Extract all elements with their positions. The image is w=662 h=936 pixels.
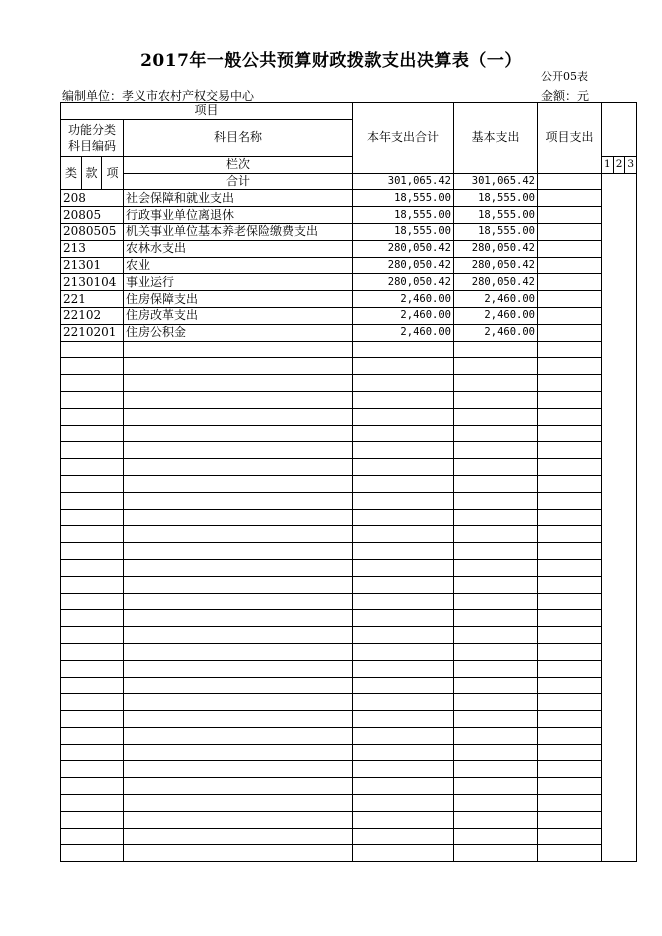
empty-cell — [353, 509, 454, 526]
currency-unit: 金额：元 — [540, 89, 589, 103]
empty-cell — [454, 845, 538, 862]
empty-row — [61, 576, 637, 593]
empty-cell — [353, 744, 454, 761]
empty-row — [61, 778, 637, 795]
empty-cell — [538, 475, 602, 492]
row-basic: 280,050.42 — [454, 240, 538, 257]
empty-cell — [353, 475, 454, 492]
empty-cell — [538, 576, 602, 593]
empty-row — [61, 475, 637, 492]
empty-cell — [353, 627, 454, 644]
empty-cell — [538, 727, 602, 744]
empty-cell — [61, 543, 124, 560]
empty-row — [61, 543, 637, 560]
empty-row — [61, 795, 637, 812]
empty-cell — [61, 459, 124, 476]
empty-cell — [124, 643, 353, 660]
empty-cell — [61, 627, 124, 644]
table-row — [61, 190, 637, 207]
empty-cell — [61, 643, 124, 660]
empty-row — [61, 744, 637, 761]
empty-cell — [538, 845, 602, 862]
empty-cell — [353, 761, 454, 778]
empty-row — [61, 341, 637, 358]
empty-row — [61, 643, 637, 660]
empty-cell — [454, 559, 538, 576]
empty-cell — [124, 475, 353, 492]
empty-cell — [538, 509, 602, 526]
empty-cell — [124, 610, 353, 627]
empty-cell — [538, 761, 602, 778]
empty-row — [61, 761, 637, 778]
header-col-basic: 基本支出 — [454, 103, 538, 174]
empty-cell — [454, 610, 538, 627]
empty-cell — [124, 593, 353, 610]
empty-cell — [454, 828, 538, 845]
row-code: 22102 — [61, 307, 124, 324]
empty-cell — [454, 358, 538, 375]
total-label: 合计 — [124, 173, 353, 190]
empty-cell — [124, 375, 353, 392]
empty-cell — [61, 442, 124, 459]
empty-cell — [353, 492, 454, 509]
empty-cell — [61, 778, 124, 795]
table-row — [61, 324, 637, 341]
empty-cell — [454, 543, 538, 560]
empty-row — [61, 627, 637, 644]
empty-cell — [124, 425, 353, 442]
empty-cell — [124, 845, 353, 862]
empty-cell — [124, 727, 353, 744]
empty-cell — [353, 543, 454, 560]
header-col-total: 本年支出合计 — [353, 103, 454, 174]
empty-cell — [124, 627, 353, 644]
empty-row — [61, 492, 637, 509]
empty-row — [61, 727, 637, 744]
empty-cell — [538, 828, 602, 845]
empty-cell — [538, 711, 602, 728]
row-total: 280,050.42 — [353, 274, 454, 291]
row-code: 20805 — [61, 207, 124, 224]
row-name: 社会保障和就业支出 — [124, 190, 353, 207]
empty-cell — [538, 408, 602, 425]
empty-row — [61, 593, 637, 610]
table-row — [61, 223, 637, 240]
empty-cell — [353, 442, 454, 459]
empty-row — [61, 442, 637, 459]
row-name: 行政事业单位离退休 — [124, 207, 353, 224]
empty-cell — [454, 660, 538, 677]
header-lanci: 栏次 — [124, 156, 353, 173]
row-name: 农业 — [124, 257, 353, 274]
header-item: 项目 — [61, 103, 353, 120]
empty-cell — [124, 660, 353, 677]
empty-cell — [454, 391, 538, 408]
empty-row — [61, 677, 637, 694]
row-total: 2,460.00 — [353, 307, 454, 324]
empty-cell — [61, 795, 124, 812]
empty-cell — [538, 694, 602, 711]
reporting-unit: 编制单位：孝义市农村产权交易中心 — [62, 89, 255, 103]
empty-cell — [538, 795, 602, 812]
empty-cell — [124, 543, 353, 560]
empty-cell — [454, 627, 538, 644]
table-row — [61, 240, 637, 257]
row-basic: 18,555.00 — [454, 207, 538, 224]
empty-cell — [454, 492, 538, 509]
empty-cell — [124, 694, 353, 711]
empty-cell — [538, 358, 602, 375]
empty-row — [61, 610, 637, 627]
empty-cell — [353, 526, 454, 543]
empty-cell — [538, 660, 602, 677]
empty-cell — [353, 711, 454, 728]
empty-row — [61, 694, 637, 711]
table-row — [61, 274, 637, 291]
table-row — [61, 291, 637, 308]
empty-cell — [353, 593, 454, 610]
empty-cell — [124, 744, 353, 761]
empty-cell — [61, 660, 124, 677]
empty-cell — [454, 593, 538, 610]
empty-cell — [124, 509, 353, 526]
row-total: 280,050.42 — [353, 257, 454, 274]
empty-cell — [538, 677, 602, 694]
empty-cell — [61, 425, 124, 442]
empty-row — [61, 828, 637, 845]
empty-cell — [454, 727, 538, 744]
row-basic: 280,050.42 — [454, 274, 538, 291]
empty-cell — [61, 576, 124, 593]
empty-cell — [538, 492, 602, 509]
empty-cell — [353, 341, 454, 358]
row-basic: 18,555.00 — [454, 190, 538, 207]
table-row — [61, 207, 637, 224]
row-total: 18,555.00 — [353, 223, 454, 240]
row-code: 2080505 — [61, 223, 124, 240]
empty-cell — [353, 391, 454, 408]
row-project — [538, 257, 602, 274]
empty-cell — [538, 341, 602, 358]
empty-cell — [538, 643, 602, 660]
empty-cell — [124, 492, 353, 509]
empty-cell — [454, 677, 538, 694]
expenditure-table — [60, 102, 637, 862]
empty-cell — [454, 694, 538, 711]
header-xiang: 项 — [102, 156, 124, 190]
empty-cell — [61, 811, 124, 828]
row-code: 208 — [61, 190, 124, 207]
empty-cell — [538, 459, 602, 476]
empty-row — [61, 811, 637, 828]
empty-cell — [61, 391, 124, 408]
row-name: 住房保障支出 — [124, 291, 353, 308]
empty-cell — [124, 811, 353, 828]
empty-row — [61, 711, 637, 728]
empty-cell — [454, 475, 538, 492]
empty-cell — [124, 778, 353, 795]
empty-cell — [454, 795, 538, 812]
empty-cell — [124, 408, 353, 425]
empty-row — [61, 845, 637, 862]
row-code: 2210201 — [61, 324, 124, 341]
empty-cell — [538, 778, 602, 795]
empty-cell — [61, 677, 124, 694]
empty-cell — [61, 711, 124, 728]
empty-cell — [454, 526, 538, 543]
empty-cell — [353, 559, 454, 576]
row-code: 221 — [61, 291, 124, 308]
row-name: 机关事业单位基本养老保险缴费支出 — [124, 223, 353, 240]
empty-cell — [61, 509, 124, 526]
empty-cell — [353, 408, 454, 425]
empty-cell — [454, 811, 538, 828]
row-project — [538, 291, 602, 308]
empty-cell — [124, 442, 353, 459]
empty-cell — [353, 610, 454, 627]
row-basic: 18,555.00 — [454, 223, 538, 240]
empty-row — [61, 358, 637, 375]
header-lei: 类 — [61, 156, 82, 190]
empty-cell — [538, 543, 602, 560]
table-body — [61, 190, 637, 862]
empty-cell — [353, 845, 454, 862]
empty-cell — [124, 341, 353, 358]
empty-cell — [124, 828, 353, 845]
header-func-code: 功能分类科目编码 — [61, 119, 124, 156]
row-total: 280,050.42 — [353, 240, 454, 257]
row-project — [538, 223, 602, 240]
empty-cell — [61, 341, 124, 358]
empty-cell — [353, 778, 454, 795]
empty-cell — [353, 643, 454, 660]
empty-cell — [538, 559, 602, 576]
total-project — [538, 173, 602, 190]
empty-cell — [61, 727, 124, 744]
row-code: 2130104 — [61, 274, 124, 291]
empty-cell — [538, 425, 602, 442]
empty-cell — [124, 358, 353, 375]
form-number: 公开05表 — [541, 70, 588, 83]
empty-cell — [61, 828, 124, 845]
empty-cell — [61, 845, 124, 862]
empty-cell — [353, 694, 454, 711]
row-total: 2,460.00 — [353, 324, 454, 341]
empty-row — [61, 526, 637, 543]
empty-cell — [61, 761, 124, 778]
empty-cell — [353, 459, 454, 476]
row-basic: 280,050.42 — [454, 257, 538, 274]
empty-cell — [353, 828, 454, 845]
empty-cell — [353, 425, 454, 442]
empty-cell — [124, 711, 353, 728]
row-total: 2,460.00 — [353, 291, 454, 308]
col1-number: 1 — [602, 156, 614, 173]
row-basic: 2,460.00 — [454, 324, 538, 341]
empty-cell — [538, 610, 602, 627]
empty-cell — [124, 795, 353, 812]
page-title: 2017年一般公共预算财政拨款支出决算表（一） — [140, 51, 522, 71]
col3-number: 3 — [625, 156, 637, 173]
empty-cell — [538, 375, 602, 392]
table-row — [61, 307, 637, 324]
empty-cell — [538, 811, 602, 828]
empty-cell — [61, 526, 124, 543]
header-subject-name: 科目名称 — [124, 119, 353, 156]
empty-cell — [124, 677, 353, 694]
empty-cell — [61, 358, 124, 375]
empty-cell — [538, 442, 602, 459]
empty-cell — [454, 744, 538, 761]
empty-cell — [538, 593, 602, 610]
empty-cell — [61, 744, 124, 761]
empty-row — [61, 509, 637, 526]
total-amount: 301,065.42 — [353, 173, 454, 190]
empty-cell — [353, 795, 454, 812]
row-name: 农林水支出 — [124, 240, 353, 257]
header-kuan: 款 — [82, 156, 102, 190]
empty-cell — [538, 744, 602, 761]
empty-cell — [61, 475, 124, 492]
empty-row — [61, 459, 637, 476]
row-name: 事业运行 — [124, 274, 353, 291]
empty-cell — [124, 391, 353, 408]
row-code: 213 — [61, 240, 124, 257]
row-code: 21301 — [61, 257, 124, 274]
row-project — [538, 274, 602, 291]
empty-cell — [454, 408, 538, 425]
empty-cell — [61, 559, 124, 576]
empty-cell — [353, 727, 454, 744]
row-basic: 2,460.00 — [454, 307, 538, 324]
empty-cell — [124, 761, 353, 778]
empty-cell — [61, 694, 124, 711]
empty-cell — [454, 576, 538, 593]
row-project — [538, 307, 602, 324]
empty-row — [61, 375, 637, 392]
empty-cell — [353, 358, 454, 375]
empty-cell — [454, 643, 538, 660]
empty-cell — [454, 509, 538, 526]
row-name: 住房公积金 — [124, 324, 353, 341]
empty-cell — [353, 375, 454, 392]
table-row — [61, 257, 637, 274]
empty-cell — [61, 610, 124, 627]
empty-cell — [538, 627, 602, 644]
empty-cell — [454, 442, 538, 459]
empty-cell — [454, 711, 538, 728]
empty-row — [61, 660, 637, 677]
row-project — [538, 190, 602, 207]
col2-number: 2 — [613, 156, 625, 173]
row-basic: 2,460.00 — [454, 291, 538, 308]
empty-cell — [124, 526, 353, 543]
empty-row — [61, 425, 637, 442]
empty-cell — [454, 341, 538, 358]
empty-row — [61, 559, 637, 576]
empty-cell — [454, 761, 538, 778]
empty-cell — [454, 375, 538, 392]
header-col-project: 项目支出 — [538, 103, 602, 174]
total-basic: 301,065.42 — [454, 173, 538, 190]
empty-cell — [61, 375, 124, 392]
empty-cell — [538, 391, 602, 408]
row-total: 18,555.00 — [353, 190, 454, 207]
empty-cell — [124, 576, 353, 593]
empty-cell — [454, 459, 538, 476]
empty-cell — [124, 459, 353, 476]
empty-cell — [61, 593, 124, 610]
row-project — [538, 240, 602, 257]
empty-cell — [353, 677, 454, 694]
empty-row — [61, 391, 637, 408]
empty-cell — [124, 559, 353, 576]
empty-row — [61, 408, 637, 425]
empty-cell — [353, 660, 454, 677]
empty-cell — [538, 526, 602, 543]
row-project — [538, 207, 602, 224]
empty-cell — [454, 425, 538, 442]
row-project — [538, 324, 602, 341]
empty-cell — [353, 576, 454, 593]
empty-cell — [61, 492, 124, 509]
row-name: 住房改革支出 — [124, 307, 353, 324]
row-total: 18,555.00 — [353, 207, 454, 224]
empty-cell — [353, 811, 454, 828]
empty-cell — [454, 778, 538, 795]
empty-cell — [61, 408, 124, 425]
